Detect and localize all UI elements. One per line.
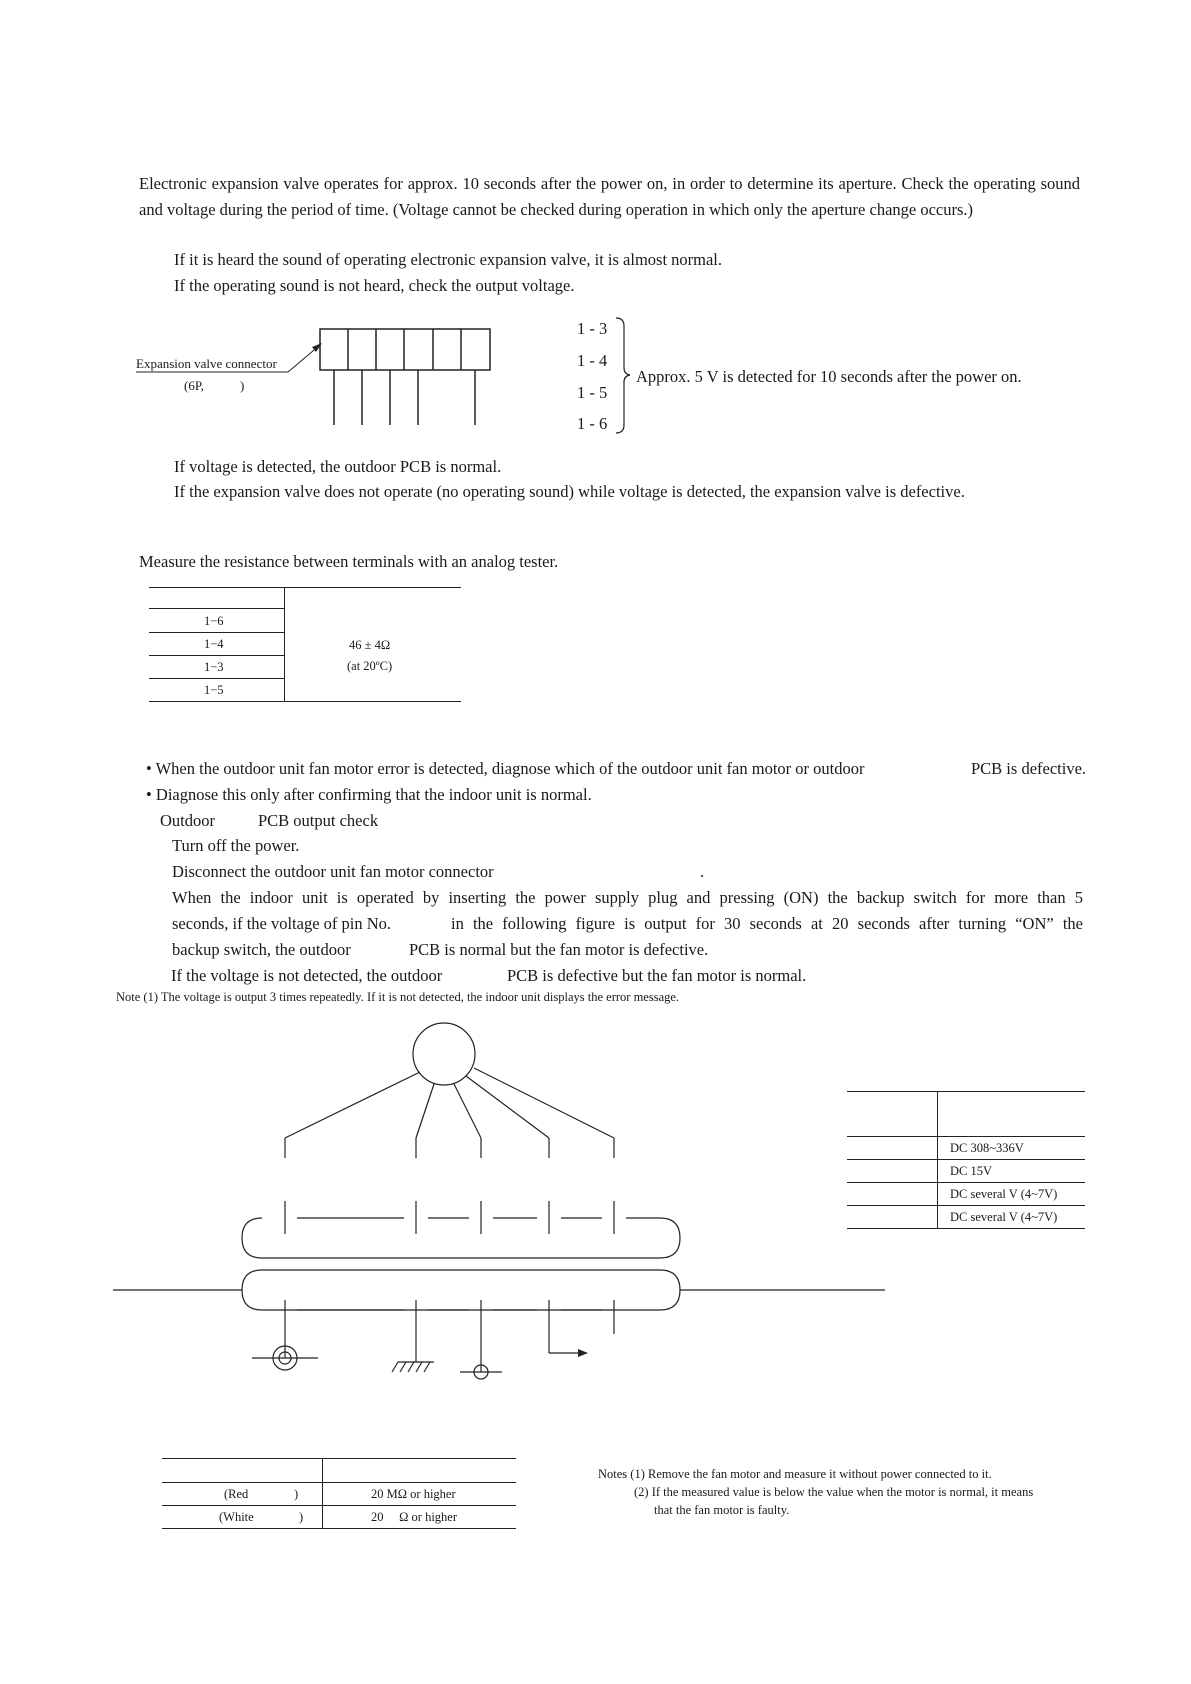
note-1: Notes (1) Remove the fan motor and measure it without power connected to it. — [598, 1467, 992, 1481]
resistance-row-1-6: 1−6 — [204, 614, 224, 628]
subheading-outdoor: Outdoor — [160, 811, 215, 830]
step-operate-line3b: PCB is normal but the fan motor is defective. — [409, 940, 709, 959]
voltage-value-4: DC several V (4~7V) — [950, 1210, 1058, 1224]
normal-sound-line: If it is heard the sound of operating electronic expansion valve, it is almost normal. — [174, 250, 723, 269]
voltage-value-3: DC several V (4~7V) — [950, 1187, 1058, 1201]
pin-pair-1-6: 1 - 6 — [577, 414, 608, 433]
step-operate-line1: When the indoor unit is operated by inserting the power supply plug and pressing (ON) the backup switch for more than 5 — [172, 888, 1083, 907]
step-operate-line2b: in the following figure is output for 30 seconds at 20 seconds after turning “ON” the — [451, 914, 1083, 933]
resistance-value: 46 ± 4Ω — [349, 638, 391, 652]
wire-white-close: ) — [299, 1510, 304, 1524]
step-not-detected-end: PCB is defective but the fan motor is normal. — [507, 966, 807, 985]
result-normal: If voltage is detected, the outdoor PCB is normal. — [174, 457, 502, 476]
resistance-instruction: Measure the resistance between terminals with an analog tester. — [139, 552, 559, 571]
step-turn-off: Turn off the power. — [172, 836, 300, 855]
bullet-fan-error-end: PCB is defective. — [971, 759, 1087, 778]
insulation-value-white: 20 Ω or higher — [371, 1510, 458, 1524]
pin-pair-1-3: 1 - 3 — [577, 319, 608, 338]
connector-pins: (6P, — [184, 378, 204, 393]
result-defective: If the expansion valve does not operate (no operating sound) while voltage is detected, the expansion valve is defective. — [174, 482, 965, 501]
step-not-detected: If the voltage is not detected, the outdoor — [171, 966, 443, 985]
connector-close: ) — [240, 378, 245, 393]
wire-red-close: ) — [294, 1487, 299, 1501]
wire-red-open: (Red — [224, 1487, 249, 1501]
resistance-row-1-3: 1−3 — [204, 660, 224, 674]
voltage-repeat-note: Note (1) The voltage is output 3 times repeatedly. If it is not detected, the indoor unit displays the error message. — [116, 990, 680, 1004]
bullet-fan-error: • When the outdoor unit fan motor error is detected, diagnose which of the outdoor unit fan motor or outdoor — [146, 759, 865, 778]
insulation-value-red: 20 MΩ or higher — [371, 1487, 456, 1501]
step-operate-line3a: backup switch, the outdoor — [172, 940, 351, 959]
wire-white-open: (White — [219, 1510, 254, 1524]
connector-label: Expansion valve connector — [136, 356, 277, 371]
bullet-indoor-normal: • Diagnose this only after confirming that the indoor unit is normal. — [146, 785, 592, 804]
step-disconnect-end: . — [700, 862, 705, 881]
fan-motor-icon — [413, 1023, 475, 1085]
step-disconnect: Disconnect the outdoor unit fan motor connector — [172, 862, 494, 881]
resistance-row-1-5: 1−5 — [204, 683, 224, 697]
pin-pair-1-5: 1 - 5 — [577, 383, 608, 402]
voltage-value-2: DC 15V — [950, 1164, 993, 1178]
note-2: (2) If the measured value is below the value when the motor is normal, it means — [634, 1485, 1034, 1499]
intro-paragraph: Electronic expansion valve operates for approx. 10 seconds after the power on, in order to determine its aperture. Check the operating sound and voltage during the period of time. (Voltage cannot be checked during operation in which only the aperture change occurs.) — [139, 174, 1080, 219]
voltage-note: Approx. 5 V is detected for 10 seconds after the power on. — [636, 367, 1022, 386]
voltage-value-1: DC 308~336V — [950, 1141, 1024, 1155]
step-operate-line2a: seconds, if the voltage of pin No. — [172, 914, 392, 933]
resistance-row-1-4: 1−4 — [204, 637, 224, 651]
subheading-pcb-output-check: PCB output check — [258, 811, 379, 830]
pin-pair-1-4: 1 - 4 — [577, 351, 608, 370]
resistance-condition: (at 20ºC) — [347, 659, 393, 673]
check-voltage-line: If the operating sound is not heard, check the output voltage. — [174, 276, 575, 295]
note-2-continued: that the fan motor is faulty. — [654, 1503, 790, 1517]
